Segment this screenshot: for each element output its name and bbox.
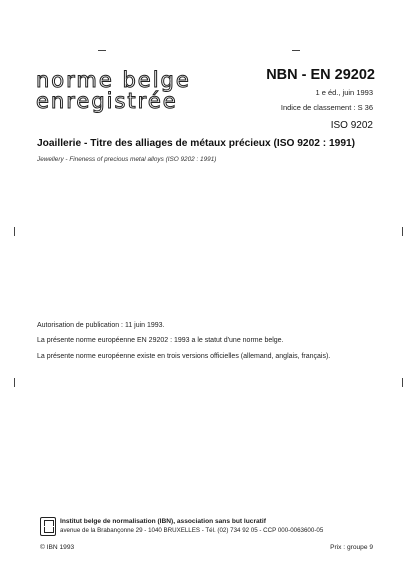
crop-mark-left	[14, 378, 15, 387]
crop-mark-right	[402, 227, 403, 236]
ibn-logo-icon	[40, 517, 56, 536]
brand-norme-belge: norme belge	[36, 68, 191, 92]
edition-date: 1 e éd., juin 1993	[315, 88, 373, 97]
copyright: © IBN 1993	[40, 544, 75, 551]
crop-mark-left	[14, 227, 15, 236]
classification-index: Indice de classement : S 36	[280, 103, 373, 112]
crop-mark-right	[402, 378, 403, 387]
price-group: Prix : groupe 9	[330, 544, 373, 551]
status-statement: La présente norme européenne EN 29202 : 1993 a le statut d'une norme belge.	[37, 337, 284, 344]
publication-authorization: Autorisation de publication : 11 juin 1993.	[37, 322, 165, 329]
address-line: avenue de la Brabançonne 29 - 1040 BRUXELLES - Tél. (02) 734 92 05 - CCP 000-0063600-05	[60, 527, 324, 534]
brand-enregistree: enregistrée	[36, 89, 178, 113]
versions-statement: La présente norme européenne existe en trois versions officielles (allemand, anglais, français).	[37, 353, 331, 360]
crop-mark-top	[98, 50, 106, 51]
document-title: Joaillerie - Titre des alliages de métaux précieux (ISO 9202 : 1991)	[37, 138, 356, 149]
standard-id: NBN - EN 29202	[266, 67, 375, 83]
iso-reference: ISO 9202	[330, 120, 373, 131]
document-subtitle: Jewellery - Fineness of precious metal alloys (ISO 9202 : 1991)	[37, 156, 217, 163]
institute-line: Institut belge de normalisation (IBN), association sans but lucratif	[60, 518, 266, 525]
crop-mark-top	[292, 50, 300, 51]
